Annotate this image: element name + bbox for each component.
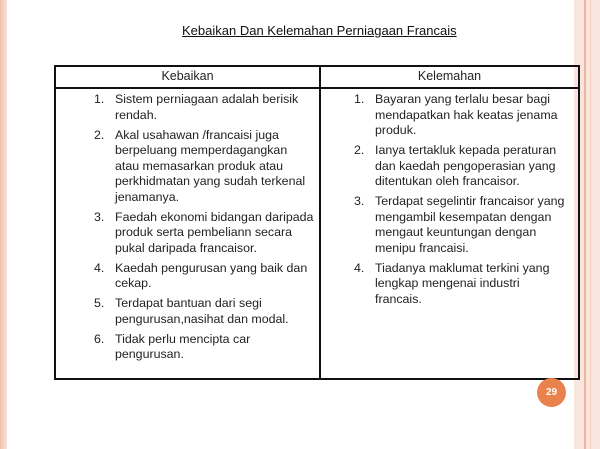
column-divider [319, 67, 321, 378]
kelemahan-list [354, 92, 569, 312]
page-number-badge: 29 [537, 378, 566, 407]
item-number: 2. [354, 143, 365, 157]
item-number: 5. [94, 296, 105, 310]
item-number: 4. [94, 260, 105, 275]
border-line [584, 0, 586, 449]
item-text: Kaedah pengurusan yang baik dan cekap. [115, 260, 308, 290]
list-item [94, 210, 314, 257]
item-text: Ianya tertakluk kepada peraturan dan kaedah pengoperasian yang ditentukan oleh francaisor. [375, 143, 557, 188]
list-item [354, 92, 569, 139]
item-number: 3. [354, 194, 365, 208]
item-number: 1. [354, 92, 365, 106]
item-text: Sistem perniagaan adalah berisik rendah. [115, 92, 299, 122]
list-item [94, 128, 314, 206]
slide-title: Kebaikan Dan Kelemahan Perniagaan Francais [182, 23, 457, 38]
list-item [94, 332, 314, 363]
item-number: 6. [94, 331, 105, 346]
list-item [354, 143, 569, 190]
list-item [354, 194, 569, 256]
item-number: 4. [354, 260, 365, 275]
list-item [94, 261, 314, 292]
item-text: Terdapat segelintir francaisor yang mengambil kesempatan dengan mengaut keuntungan dengan menipu francaisi. [375, 194, 565, 255]
item-number: 1. [94, 92, 105, 106]
item-text: Tiadanya maklumat terkini yang lengkap mengenai industri francais. [375, 260, 550, 306]
item-text: Terdapat bantuan dari segi pengurusan,nasihat dan modal. [115, 296, 289, 326]
slide-left-border [0, 0, 7, 449]
comparison-table [54, 65, 580, 380]
item-text: Faedah ekonomi bidangan daripada produk serta pembeliann secara pukal daripada francaisor. [115, 209, 314, 255]
border-line [590, 0, 591, 449]
list-item [94, 296, 314, 327]
kebaikan-list [94, 92, 314, 367]
item-text: Akal usahawan /francaisi juga berpeluang memperdagangkan atau memasarkan produk atau perkhidmatan yang sudah terkenal jenamanya. [115, 127, 306, 204]
list-item [354, 261, 569, 308]
item-text: Bayaran yang terlalu besar bagi mendapatkan hak keatas jenama produk. [375, 92, 558, 137]
item-number: 3. [94, 209, 105, 224]
item-text: Tidak perlu mencipta car pengurusan. [115, 331, 251, 361]
item-number: 2. [94, 127, 105, 142]
header-kelemahan: Kelemahan [417, 69, 482, 83]
header-kebaikan: Kebaikan [161, 69, 214, 83]
list-item [94, 92, 314, 123]
table-header [56, 67, 578, 89]
